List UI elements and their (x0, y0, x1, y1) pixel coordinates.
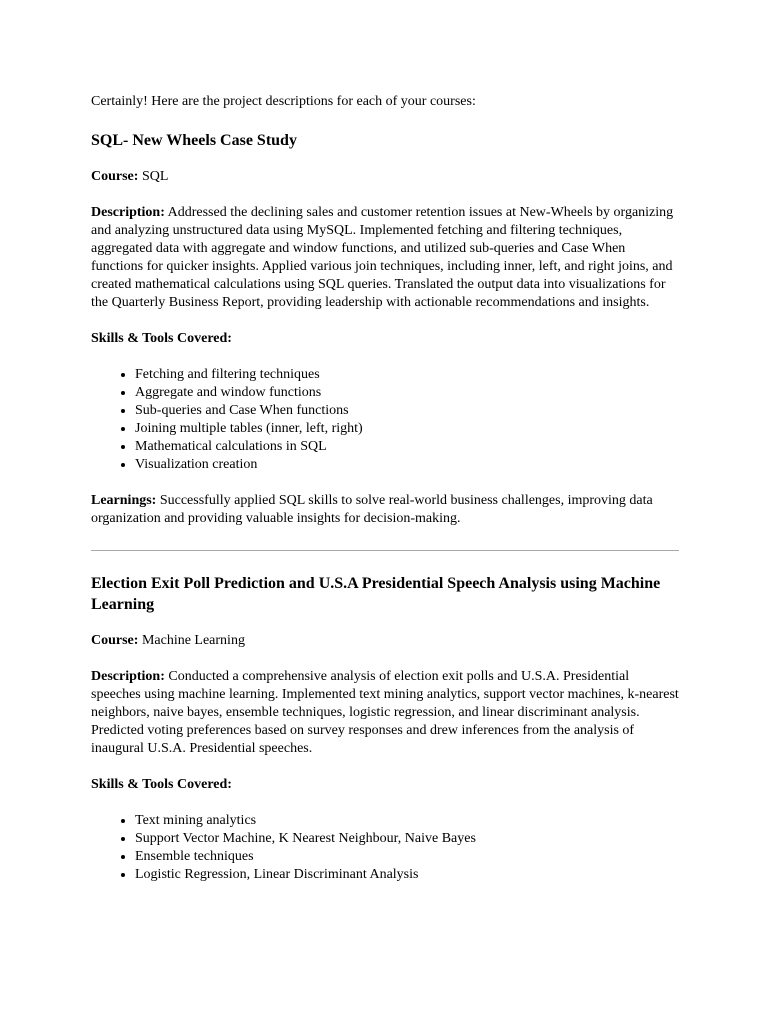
learnings-label: Learnings: (91, 493, 157, 508)
list-item: • Aggregate and window functions (135, 384, 679, 402)
list-item: • Sub-queries and Case When functions (135, 402, 679, 420)
course-label: Course: (91, 169, 139, 184)
intro-text: Certainly! Here are the project descriptions for each of your courses: (91, 94, 476, 109)
course-line (91, 168, 679, 186)
skills-list (91, 812, 679, 884)
description-paragraph (91, 204, 679, 312)
course-label: Course: (91, 633, 139, 648)
list-item: • Text mining analytics (135, 812, 679, 830)
skills-heading: Skills & Tools Covered: (91, 777, 232, 792)
section-title-sql: SQL- New Wheels Case Study (91, 132, 297, 149)
list-item: • Fetching and filtering techniques (135, 366, 679, 384)
section-divider (91, 550, 679, 551)
list-item: • Mathematical calculations in SQL (135, 438, 679, 456)
list-item: • Support Vector Machine, K Nearest Neighbour, Naive Bayes (135, 830, 679, 848)
description-text: Conducted a comprehensive analysis of election exit polls and U.S.A. Presidential speeches using machine learning. Implemented text mining analytics, support vector machines, k-nearest neighbors, naive bayes, ensemble techniques, logistic regression, and linear discriminant analysis. Predicted voting preferences based on survey responses and drew inferences from the analysis of inaugural U.S.A. Presidential speeches. (91, 669, 679, 756)
description-label: Description: (91, 205, 165, 220)
course-line (91, 632, 679, 650)
list-item: • Joining multiple tables (inner, left, right) (135, 420, 679, 438)
list-item: • Logistic Regression, Linear Discriminant Analysis (135, 866, 679, 884)
document-content (91, 93, 679, 902)
list-item: • Visualization creation (135, 456, 679, 474)
learnings-text: Successfully applied SQL skills to solve real-world business challenges, improving data organization and providing valuable insights for decision-making. (91, 493, 653, 526)
learnings-paragraph (91, 492, 679, 528)
description-text: Addressed the declining sales and customer retention issues at New-Wheels by organizing and analyzing unstructured data using MySQL. Implemented fetching and filtering techniques, aggregated data with aggregate and window functions, and utilized sub-queries and Case When functions for quicker insights. Applied various join techniques, including inner, left, and right joins, and created mathematical calculations using SQL queries. Translated the output data into visualizations for the Quarterly Business Report, providing leadership with actionable recommendations and insights. (91, 205, 674, 310)
section-title-ml: Election Exit Poll Prediction and U.S.A Presidential Speech Analysis using Machine Learning (91, 575, 661, 613)
list-item: • Ensemble techniques (135, 848, 679, 866)
skills-heading: Skills & Tools Covered: (91, 331, 232, 346)
course-value: SQL (138, 169, 169, 184)
skills-list (91, 366, 679, 474)
course-value: Machine Learning (138, 633, 245, 648)
description-paragraph (91, 668, 679, 758)
description-label: Description: (91, 669, 165, 684)
